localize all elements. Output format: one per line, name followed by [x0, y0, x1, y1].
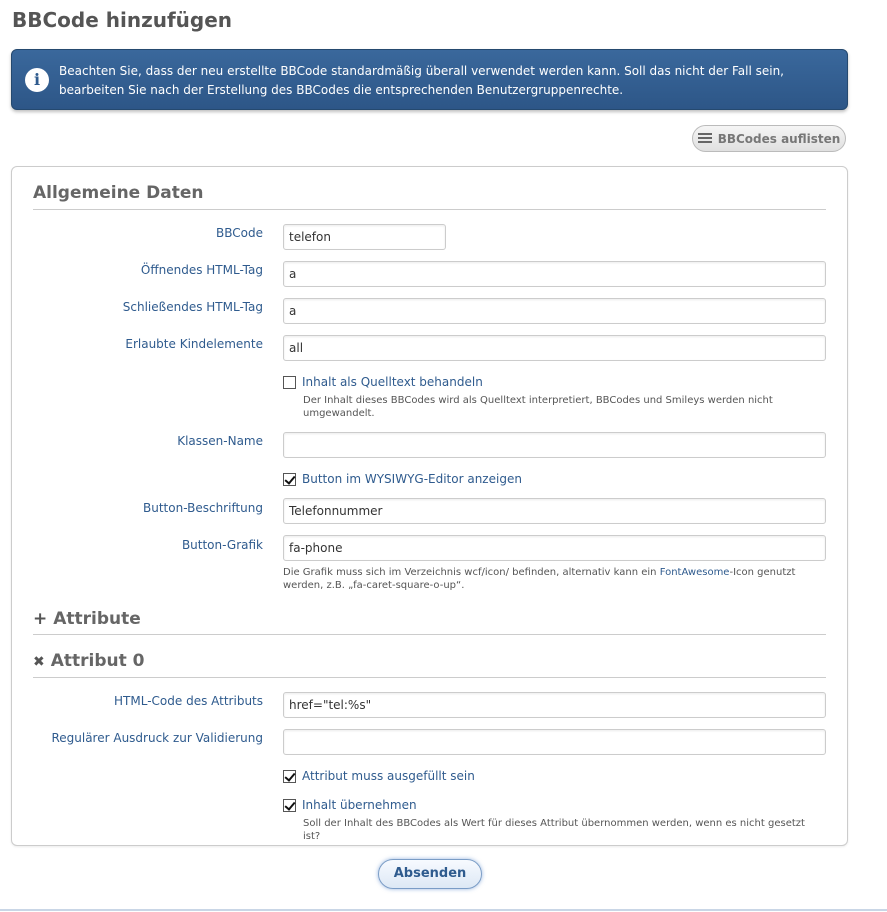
closing-tag-label: Schließendes HTML-Tag [122, 300, 263, 314]
attribute-0-title: Attribut 0 [50, 651, 145, 671]
class-name-input[interactable] [283, 432, 826, 458]
list-bbcodes-button[interactable] [692, 125, 846, 152]
icon-desc-part2: -Icon genutzt werden, z.B. „fa-caret-square-o-up“. [283, 567, 796, 591]
icon-desc-part1: Die Grafik muss sich im Verzeichnis wcf/icon/ befinden, alternativ kann ein [283, 567, 660, 578]
attribute-regex-label: Regulärer Ausdruck zur Validierung [51, 731, 263, 745]
section-title-attributes[interactable] [33, 609, 141, 629]
attribute-content-option[interactable] [283, 798, 417, 812]
attribute-content-label: Inhalt übernehmen [302, 798, 417, 812]
submit-button[interactable]: Absenden [378, 859, 482, 889]
plus-icon[interactable]: + [33, 609, 48, 629]
allowed-children-label: Erlaubte Kindelemente [125, 337, 263, 351]
info-icon: i [25, 68, 49, 92]
opening-tag-label: Öffnendes HTML-Tag [140, 263, 263, 277]
attributes-title: Attribute [53, 609, 141, 629]
attribute-html-label: HTML-Code des Attributs [114, 694, 263, 708]
attribute-required-checkbox[interactable] [283, 770, 296, 783]
wysiwyg-option[interactable] [283, 472, 522, 486]
section-divider [33, 209, 826, 210]
wysiwyg-checkbox[interactable] [283, 473, 296, 486]
page-title: BBCode hinzufügen [12, 8, 233, 32]
section-divider [33, 677, 826, 678]
button-label-input[interactable]: Telefonnummer [283, 498, 826, 524]
list-bbcodes-label: BBCodes auflisten [717, 131, 841, 146]
section-title-attribute-0 [33, 651, 145, 671]
class-name-label: Klassen-Name [177, 434, 263, 448]
source-code-label: Inhalt als Quelltext behandeln [302, 375, 483, 389]
section-title-general: Allgemeine Daten [33, 183, 204, 203]
bbcode-label: BBCode [216, 226, 263, 240]
footer-divider [0, 909, 887, 911]
source-code-description: Der Inhalt dieses BBCodes wird als Quelltext interpretiert, BBCodes und Smileys werden nicht umgewandelt. [303, 395, 773, 419]
attribute-required-option[interactable] [283, 769, 475, 783]
source-code-option[interactable] [283, 375, 483, 389]
info-text: Beachten Sie, dass der neu erstellte BBCode standardmäßig überall verwendet werden kann. Soll das nicht der Fall sein, bearbeiten Sie nach der Erstellung des BBCodes die entsprechenden Benutzergruppenrechte. [59, 64, 784, 97]
section-divider [33, 634, 826, 635]
allowed-children-input[interactable]: all [283, 335, 826, 361]
closing-tag-input[interactable]: a [283, 298, 826, 324]
list-icon [698, 133, 712, 144]
source-code-checkbox[interactable] [283, 376, 296, 389]
button-label-label: Button-Beschriftung [143, 501, 263, 515]
opening-tag-input[interactable]: a [283, 261, 826, 287]
info-notice [11, 49, 848, 110]
button-icon-description [283, 566, 823, 592]
button-icon-input[interactable]: fa-phone [283, 535, 826, 561]
remove-icon[interactable]: ✖ [33, 654, 45, 670]
attribute-content-description: Soll der Inhalt des BBCodes als Wert für dieses Attribut übernommen werden, wenn es nicht gesetzt ist? [303, 818, 805, 842]
attribute-content-checkbox[interactable] [283, 799, 296, 812]
fontawesome-link[interactable]: FontAwesome [659, 567, 730, 578]
button-icon-label: Button-Grafik [181, 538, 263, 552]
attribute-regex-input[interactable] [283, 729, 826, 755]
attribute-required-label: Attribut muss ausgefüllt sein [302, 769, 475, 783]
bbcode-input[interactable]: telefon [283, 224, 446, 250]
attribute-html-input[interactable]: href="tel:%s" [283, 692, 826, 718]
wysiwyg-label: Button im WYSIWYG-Editor anzeigen [302, 472, 522, 486]
